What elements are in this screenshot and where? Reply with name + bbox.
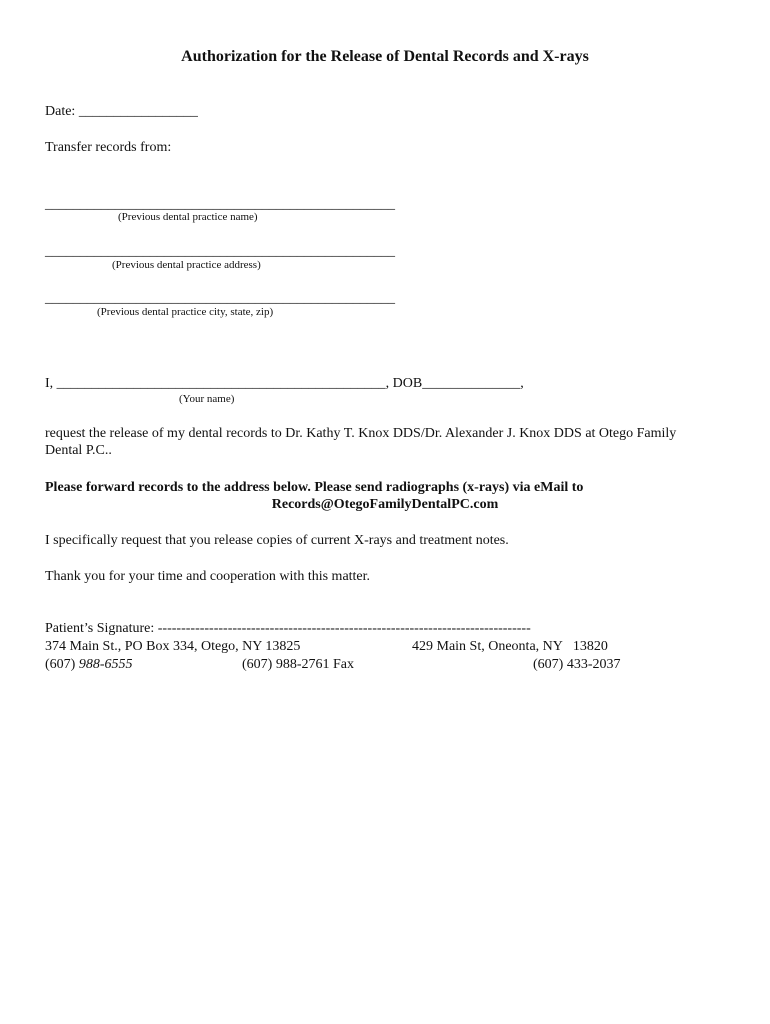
date-label: Date: [45, 104, 76, 119]
specific-request: I specifically request that you release copies of current X-rays and treatment notes. [45, 533, 509, 548]
forward-email: Records@OtegoFamilyDentalPC.com [271, 497, 499, 512]
practice-address-caption: (Previous dental practice address) [112, 259, 261, 271]
name-dob-row [45, 377, 524, 391]
practice-city-caption: (Previous dental practice city, state, zip) [97, 306, 274, 318]
your-name-caption: (Your name) [179, 393, 235, 405]
date-blank[interactable]: _________________ [78, 104, 198, 119]
thank-you-text: Thank you for your time and cooperation with this matter. [45, 569, 371, 584]
date-row [45, 105, 198, 119]
practice-name-caption: (Previous dental practice name) [118, 211, 258, 223]
your-name-blank[interactable]: _______________________________________________ [56, 376, 386, 391]
dob-blank[interactable]: ______________ [422, 376, 521, 391]
phone-right: (607) 433-2037 [533, 657, 621, 672]
dob-label: , DOB [385, 376, 423, 391]
fax-number: (607) 988-2761 Fax [242, 657, 354, 672]
practice-name-line[interactable]: __________________________________________________ [45, 197, 395, 212]
address-right: 429 Main St, Oneonta, NY 13820 [412, 639, 608, 654]
practice-address-line[interactable]: __________________________________________________ [45, 244, 395, 259]
transfer-label: Transfer records from: [45, 140, 172, 155]
forward-line-1: Please forward records to the address below. Please send radiographs (x-rays) via eMail to [45, 480, 584, 495]
practice-city-line[interactable]: __________________________________________________ [45, 291, 395, 306]
phone-left-number: 988-6555 [78, 657, 133, 672]
name-prefix: I, [45, 376, 57, 391]
patient-signature-line[interactable]: Patient’s Signature: -------------------------------------------------------------------------------- [45, 621, 531, 636]
address-left: 374 Main St., PO Box 334, Otego, NY 13825 [45, 639, 301, 654]
phone-left [45, 658, 133, 672]
request-line-1: request the release of my dental records to Dr. Kathy T. Knox DDS/Dr. Alexander J. Knox DDS at Otego Family [45, 426, 677, 441]
name-row-suffix: , [520, 376, 524, 391]
phone-left-prefix: (607) [45, 657, 79, 672]
request-line-2: Dental P.C.. [45, 443, 112, 458]
document-title: Authorization for the Release of Dental Records and X-rays [181, 48, 589, 65]
